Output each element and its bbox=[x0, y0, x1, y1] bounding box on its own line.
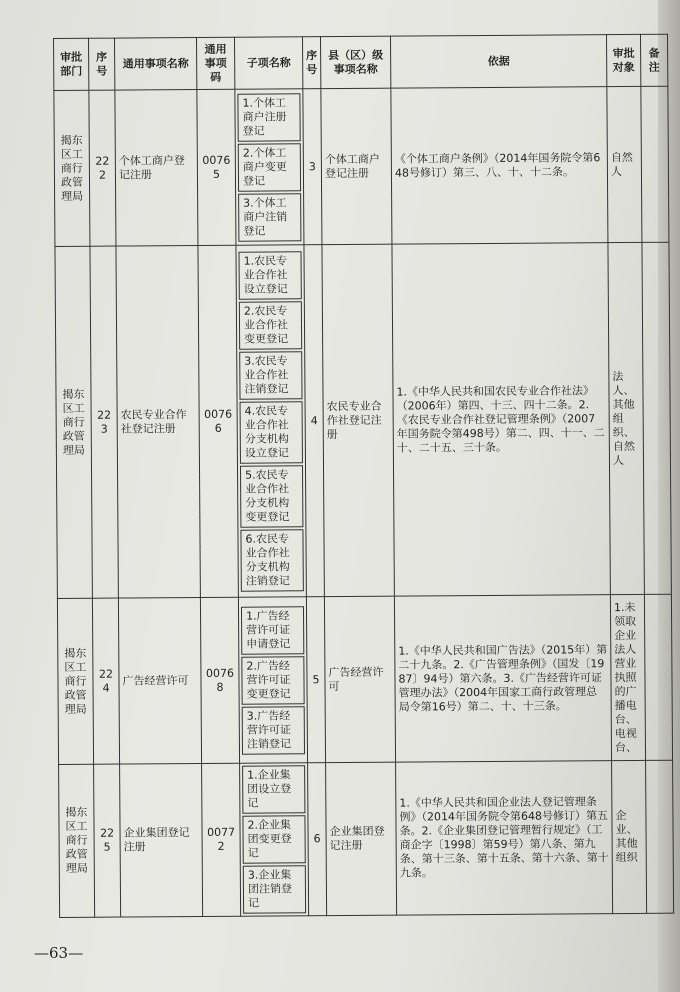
cell-basis: 《个体工商户条例》（2014年国务院令第648号修订）第三、八、十、十二条。 bbox=[391, 87, 608, 245]
sub-item: 2.农民专业合作社变更登记 bbox=[239, 301, 302, 349]
cell-county: 企业集团登记注册 bbox=[326, 762, 397, 915]
sub-item: 6.农民专业合作社分支机构注销登记 bbox=[240, 529, 303, 591]
header-name: 通用事项名称 bbox=[115, 37, 197, 90]
table-row bbox=[59, 760, 674, 917]
header-note: 备注 bbox=[640, 34, 667, 86]
sub-item: 4.农民专业合作社分支机构设立登记 bbox=[240, 401, 303, 463]
cell-subs bbox=[236, 245, 306, 597]
cell-seq2: 3 bbox=[303, 89, 322, 245]
table-header-row bbox=[54, 34, 668, 90]
sub-item: 3.个体工商户注销登记 bbox=[238, 193, 301, 241]
sub-item: 2.个体工商户变更登记 bbox=[238, 143, 301, 191]
header-dept: 审批部门 bbox=[54, 38, 89, 90]
cell-dept: 揭东区工商行政管理局 bbox=[55, 246, 92, 598]
cell-note bbox=[642, 242, 671, 594]
cell-basis: 1.《中华人民共和国农民专业合作社法》（2006年）第四、十三、四十二条。2.《农民专业合作社登记管理条例》（2007年国务院令第498号）第二、四、十一、二十、二十五、三十条。 bbox=[392, 243, 610, 596]
page-number: —63— bbox=[34, 944, 84, 962]
cell-note bbox=[644, 594, 672, 760]
sub-item: 3.广告经营许可证注销登记 bbox=[242, 706, 305, 754]
cell-seq: 223 bbox=[90, 246, 118, 598]
cell-dept: 揭东区工商行政管理局 bbox=[54, 90, 90, 246]
cell-name: 广告经营许可 bbox=[118, 597, 201, 764]
approval-items-table bbox=[53, 34, 674, 918]
header-county: 县（区）级事项名称 bbox=[320, 36, 390, 88]
cell-seq: 224 bbox=[92, 598, 119, 764]
cell-code: 00772 bbox=[202, 763, 241, 916]
header-code: 通用事项码 bbox=[197, 37, 235, 89]
sub-item: 2.广告经营许可证变更登记 bbox=[241, 656, 304, 704]
table-row bbox=[55, 242, 671, 598]
cell-basis: 1.《中华人民共和国广告法》（2015年）第二十九条。2.《广告管理条例》（国发〔1987〕94号）第六条。3.《广告经营许可证管理办法》（2004年国家工商行政管理总局令第16号）第二、十、十三条。 bbox=[394, 595, 611, 763]
cell-subs bbox=[240, 763, 309, 916]
cell-target: 自然人 bbox=[607, 86, 642, 242]
cell-target: 法人、其他组织、自然人 bbox=[608, 242, 644, 594]
table-row bbox=[54, 86, 669, 246]
sub-item: 1.农民专业合作社设立登记 bbox=[238, 251, 301, 299]
header-seq2: 序号 bbox=[302, 37, 320, 89]
cell-name: 个体工商户登记注册 bbox=[115, 89, 198, 246]
sub-item: 1.个体工商户注册登记 bbox=[237, 93, 300, 141]
cell-seq: 225 bbox=[94, 764, 121, 917]
cell-code: 00765 bbox=[197, 89, 236, 245]
sub-item: 5.农民专业合作社分支机构变更登记 bbox=[240, 465, 303, 527]
sub-item: 1.广告经营许可证申请登记 bbox=[241, 606, 304, 654]
cell-note bbox=[646, 760, 674, 913]
cell-dept: 揭东区工商行政管理局 bbox=[57, 598, 93, 764]
cell-target: 1.未领取企业法人营业执照的广播电台、电视台、 bbox=[610, 594, 645, 760]
cell-seq: 222 bbox=[89, 90, 116, 246]
sub-item: 2.企业集团变更登记 bbox=[242, 815, 305, 863]
cell-name: 企业集团登记注册 bbox=[120, 763, 203, 917]
sub-item: 3.农民专业合作社注销登记 bbox=[239, 351, 302, 399]
cell-note bbox=[641, 86, 669, 242]
cell-county: 个体工商户登记注册 bbox=[321, 88, 392, 244]
cell-basis: 1.《中华人民共和国企业法人登记管理条例》（2014年国务院令第648号修订）第五条。2.《企业集团登记管理暂行规定》（工商企字〔1998〕第59号）第八条、第九条、第十三条、第十五条、第十六条、第十九条。 bbox=[396, 761, 613, 916]
cell-seq2: 6 bbox=[308, 763, 327, 916]
header-basis: 依据 bbox=[390, 35, 606, 89]
cell-target: 企业、其他组织 bbox=[612, 760, 647, 913]
cell-dept: 揭东区工商行政管理局 bbox=[59, 764, 95, 917]
sub-item: 3.企业集团注销登记 bbox=[243, 865, 306, 913]
cell-subs bbox=[238, 597, 307, 763]
sub-item: 1.企业集团设立登记 bbox=[242, 765, 305, 813]
cell-seq2: 4 bbox=[304, 245, 324, 597]
cell-code: 00768 bbox=[200, 597, 239, 763]
table-row bbox=[57, 594, 672, 764]
header-seq: 序号 bbox=[89, 38, 115, 90]
cell-county: 农民专业合作社登记注册 bbox=[322, 244, 394, 596]
cell-county: 广告经营许可 bbox=[324, 596, 395, 762]
cell-subs bbox=[235, 89, 304, 245]
header-sub: 子项名称 bbox=[234, 37, 302, 89]
cell-name: 农民专业合作社登记注册 bbox=[116, 245, 200, 598]
cell-seq2: 5 bbox=[306, 597, 325, 763]
header-target: 审批对象 bbox=[606, 34, 640, 86]
cell-code: 00766 bbox=[198, 245, 238, 597]
